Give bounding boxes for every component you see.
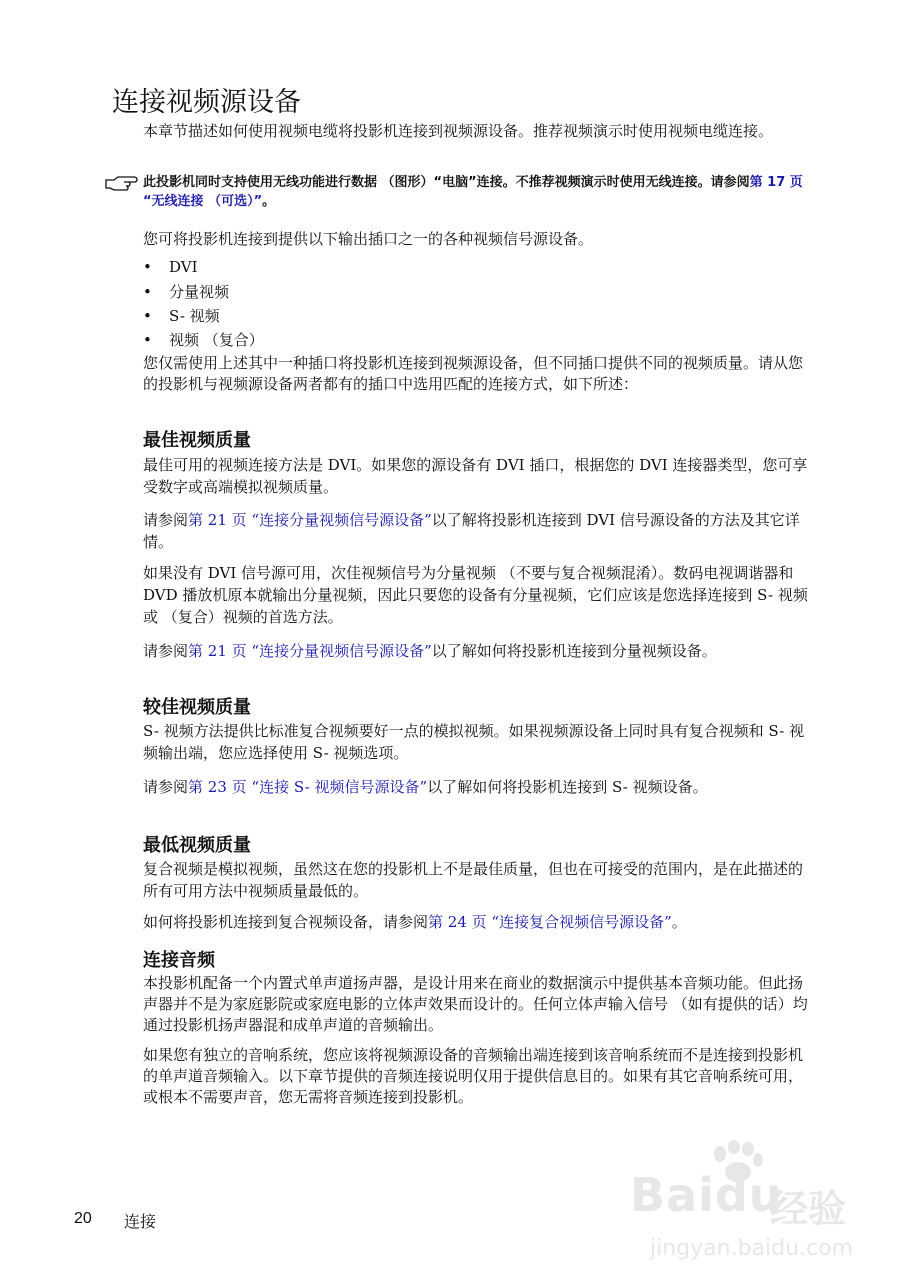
baidu-watermark	[630, 1140, 870, 1270]
component-link[interactable]: 第 21 页 “连接分量视频信号源设备”	[188, 511, 432, 529]
watermark-brand	[630, 1168, 783, 1222]
text: 以了解如何将投影机连接到分量视频设备。	[431, 642, 717, 660]
section-heading-best: 最佳视频质量	[143, 430, 251, 451]
lowest-paragraph-2	[143, 911, 815, 933]
best-paragraph-1: 最佳可用的视频连接方法是 DVI。如果您的源设备有 DVI 插口，根据您的 DVI 连接器类型，您可享受数字或高端模拟视频质量。	[143, 456, 808, 496]
lowest-paragraph-1: 复合视频是模拟视频，虽然这在您的投影机上不是最佳质量，但也在可接受的范围内，是在此描述的所有可用方法中视频质量最低的。	[143, 860, 804, 900]
section-heading-better: 较佳视频质量	[143, 697, 251, 718]
audio-paragraph-2: 如果您有独立的音响系统，您应该将视频源设备的音频输出端连接到该音响系统而不是连接到投影机的单声道音频输入。以下章节提供的音频连接说明仅用于提供信息目的。如果有其它音响系统可用，或根本不需要声音，您无需将音频连接到投影机。	[143, 1046, 804, 1106]
page-title: 连接视频源设备	[112, 87, 301, 118]
composite-link[interactable]: 第 24 页 “连接复合视频信号源设备”	[428, 913, 672, 931]
text: 如何将投影机连接到复合视频设备，请参阅	[143, 913, 429, 931]
list-item-label: S- 视频	[169, 307, 220, 325]
text: 以了解将投影机连接到 DVI 信号源设备的方法及其它详情。	[143, 511, 800, 551]
section-heading-audio: 连接音频	[143, 950, 215, 971]
connectors-note: 您仅需使用上述其中一种插口将投影机连接到视频源设备，但不同插口提供不同的视频质量。请从您的投影机与视频源设备两者都有的插口中选用匹配的连接方式，如下所述：	[143, 354, 804, 393]
best-paragraph-2	[143, 509, 815, 553]
section-heading-lowest: 最低视频质量	[143, 835, 251, 856]
note-block	[143, 173, 815, 211]
text: 请参阅	[143, 778, 189, 796]
note-text: 此投影机同时支持使用无线功能进行数据 （图形）“电脑”连接。不推荐视频演示时使用无线连接。请参阅	[143, 175, 750, 190]
list-item: • 分量视频	[143, 283, 230, 301]
text: 。	[671, 913, 687, 931]
text: 以了解如何将投影机连接到 S- 视频设备。	[427, 778, 708, 796]
list-item: • 视频 （复合）	[143, 331, 264, 349]
list-item-label: 视频 （复合）	[169, 331, 264, 349]
list-item-label: DVI	[169, 258, 198, 276]
better-paragraph-2	[143, 776, 815, 798]
watermark-url: jingyan.baidu.com	[650, 1236, 854, 1261]
pointing-hand-icon	[104, 174, 138, 192]
best-paragraph-3: 如果没有 DVI 信号源可用，次佳视频信号为分量视频 （不要与复合视频混淆）。数码电视调谐器和 DVD 播放机原本就输出分量视频，因此只要您的设备有分量视频，它们应该是您选择连接到 S- 视频或 （复合）视频的首选方法。	[143, 564, 808, 626]
page-number: 20	[74, 1210, 92, 1227]
svideo-link[interactable]: 第 23 页 “连接 S- 视频信号源设备”	[188, 778, 428, 796]
text: 请参阅	[143, 642, 189, 660]
footer-section: 连接	[124, 1212, 157, 1231]
watermark-cn: 经验	[770, 1187, 847, 1231]
better-paragraph-1: S- 视频方法提供比标准复合视频要好一点的模拟视频。如果视频源设备上同时具有复合视频和 S- 视频输出端，您应选择使用 S- 视频选项。	[143, 722, 805, 762]
watermark-brand-du: du	[714, 1168, 783, 1222]
component-link-2[interactable]: 第 21 页 “连接分量视频信号源设备”	[188, 642, 432, 660]
connectors-intro: 您可将投影机连接到提供以下输出插口之一的各种视频信号源设备。	[143, 230, 594, 248]
intro-paragraph: 本章节描述如何使用视频电缆将投影机连接到视频源设备。推荐视频演示时使用视频电缆连接。	[143, 122, 774, 140]
text: 请参阅	[143, 511, 189, 529]
list-item-label: 分量视频	[169, 283, 230, 301]
audio-paragraph-1: 本投影机配备一个内置式单声道扬声器，是设计用来在商业的数据演示中提供基本音频功能。但此扬声器并不是为家庭影院或家庭电影的立体声效果而设计的。任何立体声输入信号 （如有提供的话）均通过投影机扬声器混和成单声道的音频输出。	[143, 974, 808, 1034]
best-paragraph-4	[143, 640, 815, 662]
wireless-link[interactable]: 第 17 页 “无线连接 （可选）”	[143, 175, 803, 209]
watermark-brand-bai: Bai	[630, 1168, 715, 1222]
list-item: • DVI	[143, 258, 198, 276]
list-item: • S- 视频	[143, 307, 220, 325]
note-text-end: 。	[262, 194, 276, 209]
